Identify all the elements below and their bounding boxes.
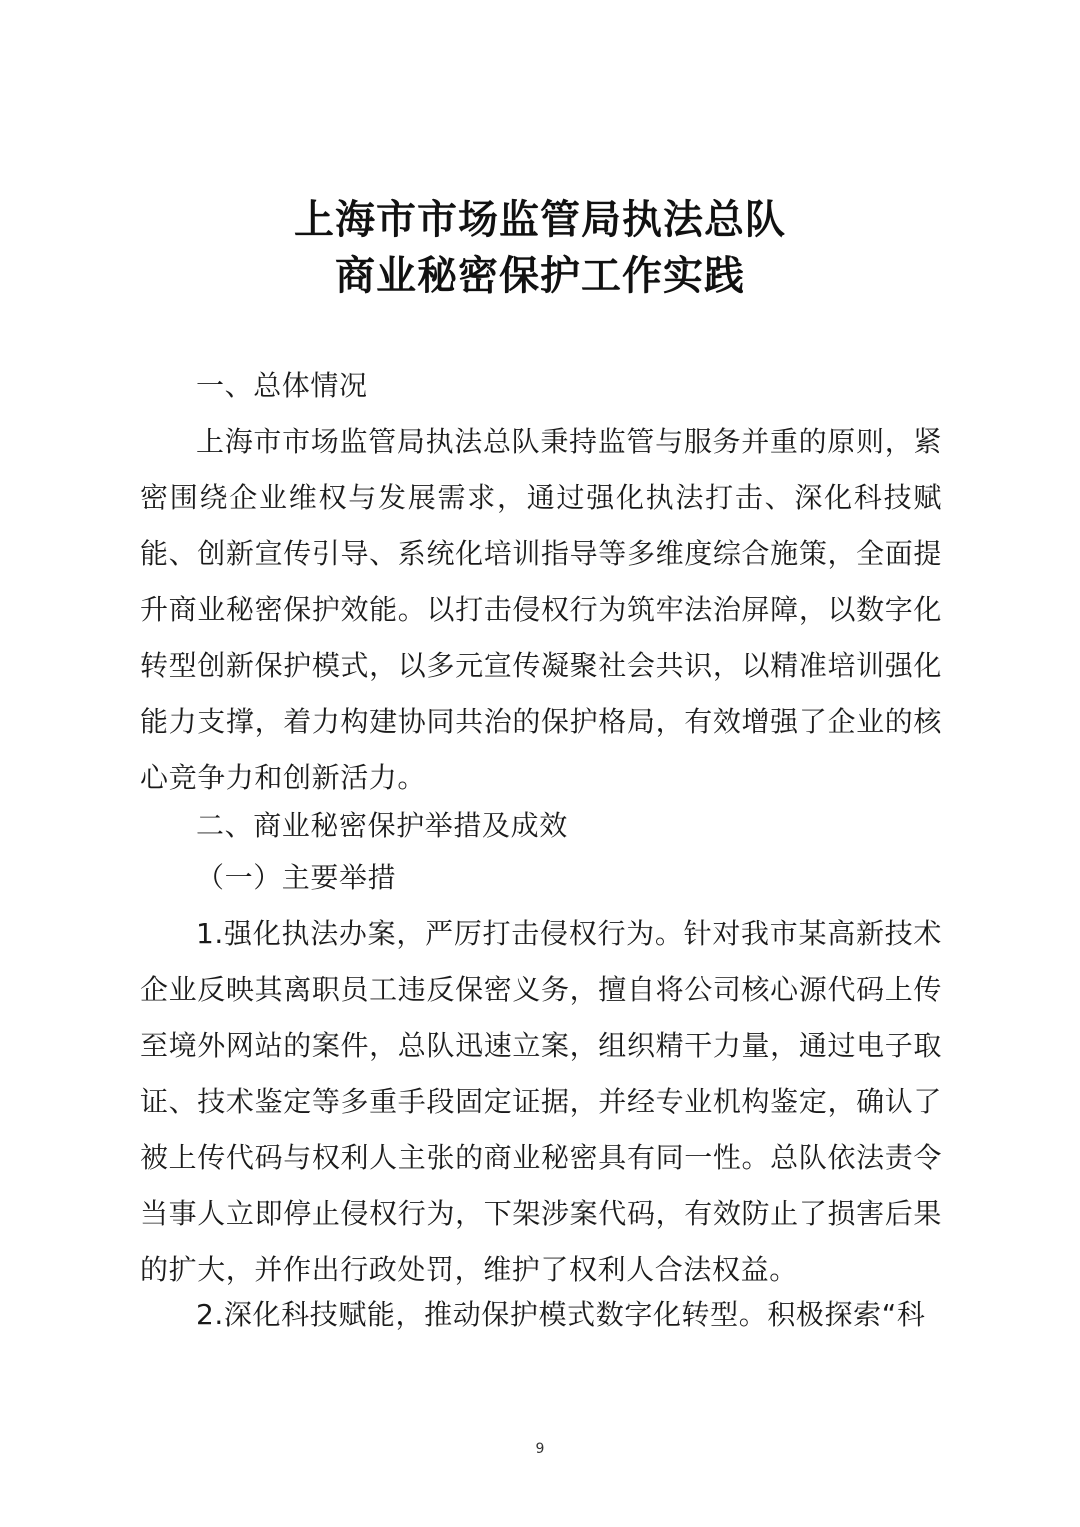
item-2-body <box>140 1287 942 1343</box>
section-1-body <box>140 414 942 806</box>
document-title-line-2: 商业秘密保护工作实践 <box>335 252 745 299</box>
section-1-heading: 一、总体情况 <box>196 369 368 402</box>
document-title-line-1: 上海市市场监管局执法总队 <box>294 196 786 243</box>
item-1-paragraph: 1.强化执法办案，严厉打击侵权行为。针对我市某高新技术企业反映其离职员工违反保密义务，擅自将公司核心源代码上传至境外网站的案件，总队迅速立案，组织精干力量，通过电子取证、技术鉴定等多重手段固定证据，并经专业机构鉴定，确认了被上传代码与权利人主张的商业秘密具有同一性。总队依法责令当事人立即停止侵权行为，下架涉案代码，有效防止了损害后果的扩大，并作出行政处罚，维护了权利人合法权益。 <box>140 917 942 1286</box>
page-number: 9 <box>535 1441 545 1457</box>
section-2-heading: 二、商业秘密保护举措及成效 <box>196 809 568 842</box>
section-1-paragraph: 上海市市场监管局执法总队秉持监管与服务并重的原则，紧密围绕企业维权与发展需求，通过强化执法打击、深化科技赋能、创新宣传引导、系统化培训指导等多维度综合施策，全面提升商业秘密保护效能。以打击侵权行为筑牢法治屏障，以数字化转型创新保护模式，以多元宣传凝聚社会共识，以精准培训强化能力支撑，着力构建协同共治的保护格局，有效增强了企业的核心竞争力和创新活力。 <box>140 425 942 794</box>
subsection-1-heading: （一）主要举措 <box>196 861 397 894</box>
item-1-body <box>140 906 942 1298</box>
item-2-paragraph: 2.深化科技赋能，推动保护模式数字化转型。积极探索“科 <box>196 1298 926 1331</box>
